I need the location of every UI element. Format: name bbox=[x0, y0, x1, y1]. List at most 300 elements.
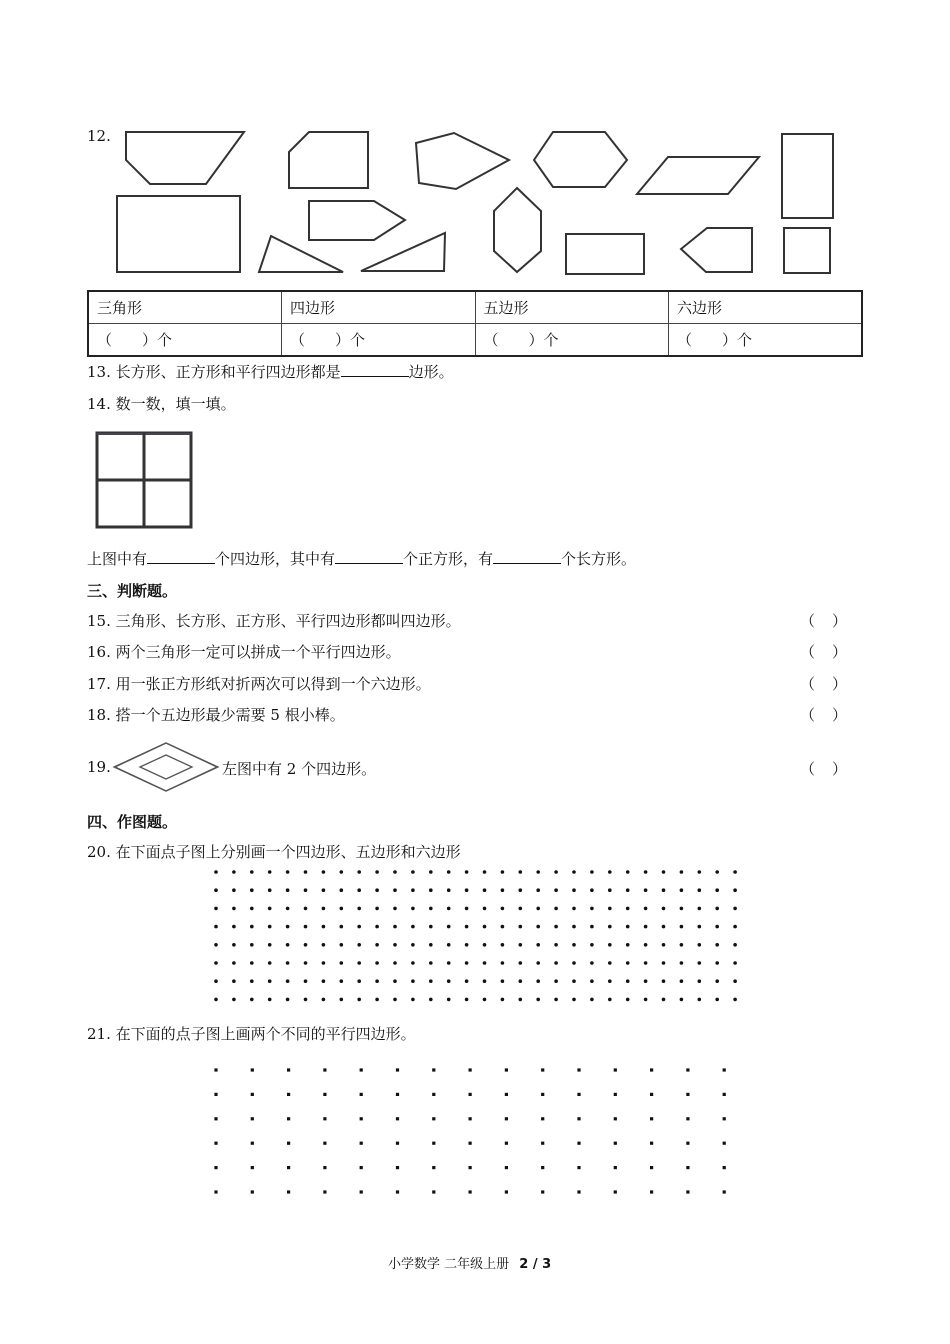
grid-dot[interactable] bbox=[465, 907, 469, 911]
grid-dot[interactable] bbox=[447, 979, 451, 983]
grid-dot[interactable] bbox=[614, 1068, 617, 1071]
grid-dot[interactable] bbox=[268, 943, 272, 947]
grid-dot[interactable] bbox=[723, 1190, 726, 1193]
grid-dot[interactable] bbox=[304, 961, 308, 965]
grid-dot[interactable] bbox=[340, 870, 344, 874]
grid-dot[interactable] bbox=[360, 1190, 363, 1193]
grid-dot[interactable] bbox=[572, 870, 576, 874]
grid-dot[interactable] bbox=[715, 943, 719, 947]
grid-dot[interactable] bbox=[733, 979, 737, 983]
grid-dot[interactable] bbox=[304, 979, 308, 983]
grid-dot[interactable] bbox=[251, 1117, 254, 1120]
grid-dot[interactable] bbox=[411, 925, 415, 929]
grid-dot[interactable] bbox=[287, 1117, 290, 1120]
grid-dot[interactable] bbox=[733, 888, 737, 892]
grid-dot[interactable] bbox=[429, 943, 433, 947]
grid-dot[interactable] bbox=[214, 907, 218, 911]
grid-dot[interactable] bbox=[251, 1068, 254, 1071]
grid-dot[interactable] bbox=[465, 998, 469, 1002]
grid-dot[interactable] bbox=[483, 979, 487, 983]
grid-dot[interactable] bbox=[501, 888, 505, 892]
answer-cell-pentagon[interactable]: （ ）个 bbox=[475, 324, 669, 357]
grid-dot[interactable] bbox=[608, 979, 612, 983]
grid-dot[interactable] bbox=[577, 1166, 580, 1169]
grid-dot[interactable] bbox=[686, 1142, 689, 1145]
grid-dot[interactable] bbox=[519, 979, 523, 983]
grid-dot[interactable] bbox=[590, 998, 594, 1002]
answer-blank[interactable] bbox=[341, 362, 409, 377]
grid-dot[interactable] bbox=[733, 925, 737, 929]
grid-dot[interactable] bbox=[626, 888, 630, 892]
grid-dot[interactable] bbox=[554, 943, 558, 947]
grid-dot[interactable] bbox=[519, 888, 523, 892]
grid-dot[interactable] bbox=[232, 943, 236, 947]
grid-dot[interactable] bbox=[287, 1068, 290, 1071]
grid-dot[interactable] bbox=[644, 961, 648, 965]
grid-dot[interactable] bbox=[626, 907, 630, 911]
grid-dot[interactable] bbox=[393, 888, 397, 892]
answer-cell-triangle[interactable]: （ ）个 bbox=[88, 324, 282, 357]
grid-dot[interactable] bbox=[375, 998, 379, 1002]
grid-dot[interactable] bbox=[680, 998, 684, 1002]
grid-dot[interactable] bbox=[650, 1117, 653, 1120]
grid-dot[interactable] bbox=[287, 1142, 290, 1145]
grid-dot[interactable] bbox=[360, 1142, 363, 1145]
grid-dot[interactable] bbox=[680, 943, 684, 947]
grid-dot[interactable] bbox=[590, 870, 594, 874]
grid-dot[interactable] bbox=[536, 998, 540, 1002]
grid-dot[interactable] bbox=[432, 1166, 435, 1169]
answer-paren[interactable] bbox=[800, 704, 864, 725]
grid-dot[interactable] bbox=[214, 888, 218, 892]
grid-dot[interactable] bbox=[322, 870, 326, 874]
grid-dot[interactable] bbox=[375, 870, 379, 874]
answer-paren[interactable] bbox=[800, 673, 864, 694]
grid-dot[interactable] bbox=[554, 907, 558, 911]
grid-dot[interactable] bbox=[469, 1068, 472, 1071]
grid-dot[interactable] bbox=[733, 907, 737, 911]
grid-dot[interactable] bbox=[432, 1190, 435, 1193]
grid-dot[interactable] bbox=[662, 943, 666, 947]
grid-dot[interactable] bbox=[536, 870, 540, 874]
grid-dot[interactable] bbox=[268, 979, 272, 983]
grid-dot[interactable] bbox=[590, 888, 594, 892]
grid-dot[interactable] bbox=[590, 979, 594, 983]
dot-grid-20[interactable] bbox=[210, 866, 750, 1006]
grid-dot[interactable] bbox=[662, 998, 666, 1002]
grid-dot[interactable] bbox=[465, 925, 469, 929]
grid-dot[interactable] bbox=[644, 888, 648, 892]
grid-dot[interactable] bbox=[286, 925, 290, 929]
grid-dot[interactable] bbox=[572, 998, 576, 1002]
grid-dot[interactable] bbox=[577, 1068, 580, 1071]
grid-dot[interactable] bbox=[214, 1142, 217, 1145]
grid-dot[interactable] bbox=[698, 888, 702, 892]
grid-dot[interactable] bbox=[626, 998, 630, 1002]
grid-dot[interactable] bbox=[323, 1142, 326, 1145]
grid-dot[interactable] bbox=[214, 1190, 217, 1193]
grid-dot[interactable] bbox=[733, 943, 737, 947]
grid-dot[interactable] bbox=[680, 961, 684, 965]
grid-dot[interactable] bbox=[541, 1142, 544, 1145]
grid-dot[interactable] bbox=[232, 998, 236, 1002]
grid-dot[interactable] bbox=[393, 943, 397, 947]
grid-dot[interactable] bbox=[650, 1068, 653, 1071]
grid-dot[interactable] bbox=[608, 925, 612, 929]
grid-dot[interactable] bbox=[536, 961, 540, 965]
grid-dot[interactable] bbox=[626, 961, 630, 965]
grid-dot[interactable] bbox=[608, 888, 612, 892]
grid-dot[interactable] bbox=[411, 907, 415, 911]
grid-dot[interactable] bbox=[250, 870, 254, 874]
grid-dot[interactable] bbox=[432, 1068, 435, 1071]
grid-dot[interactable] bbox=[322, 961, 326, 965]
grid-dot[interactable] bbox=[572, 961, 576, 965]
grid-dot[interactable] bbox=[483, 907, 487, 911]
grid-dot[interactable] bbox=[250, 925, 254, 929]
grid-dot[interactable] bbox=[626, 925, 630, 929]
grid-dot[interactable] bbox=[250, 943, 254, 947]
grid-dot[interactable] bbox=[483, 943, 487, 947]
grid-dot[interactable] bbox=[577, 1142, 580, 1145]
grid-dot[interactable] bbox=[554, 998, 558, 1002]
grid-dot[interactable] bbox=[644, 907, 648, 911]
grid-dot[interactable] bbox=[251, 1093, 254, 1096]
grid-dot[interactable] bbox=[251, 1142, 254, 1145]
grid-dot[interactable] bbox=[686, 1093, 689, 1096]
grid-dot[interactable] bbox=[214, 925, 218, 929]
grid-dot[interactable] bbox=[662, 979, 666, 983]
grid-dot[interactable] bbox=[360, 1093, 363, 1096]
grid-dot[interactable] bbox=[286, 907, 290, 911]
grid-dot[interactable] bbox=[357, 979, 361, 983]
grid-dot[interactable] bbox=[286, 979, 290, 983]
grid-dot[interactable] bbox=[214, 979, 218, 983]
grid-dot[interactable] bbox=[268, 888, 272, 892]
grid-dot[interactable] bbox=[360, 1117, 363, 1120]
grid-dot[interactable] bbox=[686, 1117, 689, 1120]
grid-dot[interactable] bbox=[411, 961, 415, 965]
grid-dot[interactable] bbox=[393, 925, 397, 929]
grid-dot[interactable] bbox=[396, 1068, 399, 1071]
grid-dot[interactable] bbox=[680, 979, 684, 983]
grid-dot[interactable] bbox=[723, 1068, 726, 1071]
grid-dot[interactable] bbox=[375, 907, 379, 911]
grid-dot[interactable] bbox=[626, 979, 630, 983]
grid-dot[interactable] bbox=[375, 943, 379, 947]
grid-dot[interactable] bbox=[572, 907, 576, 911]
answer-blank[interactable] bbox=[147, 549, 215, 564]
grid-dot[interactable] bbox=[465, 888, 469, 892]
grid-dot[interactable] bbox=[469, 1117, 472, 1120]
grid-dot[interactable] bbox=[287, 1093, 290, 1096]
grid-dot[interactable] bbox=[686, 1166, 689, 1169]
grid-dot[interactable] bbox=[541, 1166, 544, 1169]
grid-dot[interactable] bbox=[501, 979, 505, 983]
grid-dot[interactable] bbox=[483, 998, 487, 1002]
grid-dot[interactable] bbox=[251, 1166, 254, 1169]
grid-dot[interactable] bbox=[650, 1166, 653, 1169]
grid-dot[interactable] bbox=[393, 907, 397, 911]
grid-dot[interactable] bbox=[340, 943, 344, 947]
grid-dot[interactable] bbox=[268, 961, 272, 965]
grid-dot[interactable] bbox=[505, 1068, 508, 1071]
grid-dot[interactable] bbox=[650, 1093, 653, 1096]
grid-dot[interactable] bbox=[519, 925, 523, 929]
grid-dot[interactable] bbox=[501, 943, 505, 947]
grid-dot[interactable] bbox=[680, 870, 684, 874]
grid-dot[interactable] bbox=[554, 870, 558, 874]
grid-dot[interactable] bbox=[501, 998, 505, 1002]
grid-dot[interactable] bbox=[572, 888, 576, 892]
grid-dot[interactable] bbox=[723, 1166, 726, 1169]
grid-dot[interactable] bbox=[250, 998, 254, 1002]
grid-dot[interactable] bbox=[396, 1190, 399, 1193]
grid-dot[interactable] bbox=[698, 925, 702, 929]
grid-dot[interactable] bbox=[411, 870, 415, 874]
grid-dot[interactable] bbox=[214, 1068, 217, 1071]
grid-dot[interactable] bbox=[360, 1068, 363, 1071]
grid-dot[interactable] bbox=[650, 1190, 653, 1193]
grid-dot[interactable] bbox=[483, 870, 487, 874]
grid-dot[interactable] bbox=[357, 870, 361, 874]
grid-dot[interactable] bbox=[268, 998, 272, 1002]
grid-dot[interactable] bbox=[304, 888, 308, 892]
grid-dot[interactable] bbox=[465, 979, 469, 983]
grid-dot[interactable] bbox=[304, 943, 308, 947]
grid-dot[interactable] bbox=[322, 888, 326, 892]
grid-dot[interactable] bbox=[323, 1166, 326, 1169]
grid-dot[interactable] bbox=[505, 1093, 508, 1096]
grid-dot[interactable] bbox=[541, 1117, 544, 1120]
grid-dot[interactable] bbox=[447, 870, 451, 874]
grid-dot[interactable] bbox=[232, 870, 236, 874]
grid-dot[interactable] bbox=[662, 925, 666, 929]
grid-dot[interactable] bbox=[541, 1068, 544, 1071]
grid-dot[interactable] bbox=[626, 943, 630, 947]
grid-dot[interactable] bbox=[536, 979, 540, 983]
grid-dot[interactable] bbox=[501, 925, 505, 929]
grid-dot[interactable] bbox=[469, 1142, 472, 1145]
grid-dot[interactable] bbox=[644, 998, 648, 1002]
grid-dot[interactable] bbox=[214, 943, 218, 947]
grid-dot[interactable] bbox=[396, 1093, 399, 1096]
grid-dot[interactable] bbox=[375, 979, 379, 983]
grid-dot[interactable] bbox=[519, 998, 523, 1002]
grid-dot[interactable] bbox=[715, 979, 719, 983]
grid-dot[interactable] bbox=[554, 888, 558, 892]
grid-dot[interactable] bbox=[662, 961, 666, 965]
answer-paren[interactable] bbox=[800, 610, 864, 631]
grid-dot[interactable] bbox=[505, 1142, 508, 1145]
answer-blank[interactable] bbox=[493, 549, 561, 564]
grid-dot[interactable] bbox=[432, 1142, 435, 1145]
grid-dot[interactable] bbox=[393, 979, 397, 983]
grid-dot[interactable] bbox=[715, 998, 719, 1002]
grid-dot[interactable] bbox=[286, 888, 290, 892]
grid-dot[interactable] bbox=[723, 1117, 726, 1120]
grid-dot[interactable] bbox=[590, 961, 594, 965]
grid-dot[interactable] bbox=[519, 870, 523, 874]
grid-dot[interactable] bbox=[250, 907, 254, 911]
grid-dot[interactable] bbox=[232, 888, 236, 892]
grid-dot[interactable] bbox=[340, 961, 344, 965]
grid-dot[interactable] bbox=[723, 1093, 726, 1096]
grid-dot[interactable] bbox=[214, 1166, 217, 1169]
grid-dot[interactable] bbox=[286, 961, 290, 965]
grid-dot[interactable] bbox=[447, 943, 451, 947]
grid-dot[interactable] bbox=[250, 961, 254, 965]
grid-dot[interactable] bbox=[686, 1190, 689, 1193]
grid-dot[interactable] bbox=[357, 961, 361, 965]
answer-cell-quadrilateral[interactable]: （ ）个 bbox=[282, 324, 476, 357]
grid-dot[interactable] bbox=[577, 1117, 580, 1120]
grid-dot[interactable] bbox=[429, 979, 433, 983]
grid-dot[interactable] bbox=[251, 1190, 254, 1193]
grid-dot[interactable] bbox=[715, 907, 719, 911]
grid-dot[interactable] bbox=[519, 943, 523, 947]
grid-dot[interactable] bbox=[375, 888, 379, 892]
grid-dot[interactable] bbox=[715, 925, 719, 929]
grid-dot[interactable] bbox=[541, 1190, 544, 1193]
answer-blank[interactable] bbox=[335, 549, 403, 564]
grid-dot[interactable] bbox=[411, 979, 415, 983]
grid-dot[interactable] bbox=[323, 1068, 326, 1071]
grid-dot[interactable] bbox=[501, 870, 505, 874]
grid-dot[interactable] bbox=[644, 870, 648, 874]
grid-dot[interactable] bbox=[483, 961, 487, 965]
grid-dot[interactable] bbox=[680, 888, 684, 892]
grid-dot[interactable] bbox=[608, 943, 612, 947]
grid-dot[interactable] bbox=[322, 925, 326, 929]
grid-dot[interactable] bbox=[411, 998, 415, 1002]
grid-dot[interactable] bbox=[590, 925, 594, 929]
grid-dot[interactable] bbox=[577, 1093, 580, 1096]
grid-dot[interactable] bbox=[650, 1142, 653, 1145]
grid-dot[interactable] bbox=[590, 943, 594, 947]
grid-dot[interactable] bbox=[577, 1190, 580, 1193]
grid-dot[interactable] bbox=[340, 888, 344, 892]
grid-dot[interactable] bbox=[411, 943, 415, 947]
grid-dot[interactable] bbox=[614, 1142, 617, 1145]
grid-dot[interactable] bbox=[626, 870, 630, 874]
grid-dot[interactable] bbox=[469, 1190, 472, 1193]
grid-dot[interactable] bbox=[396, 1166, 399, 1169]
answer-paren[interactable] bbox=[800, 758, 864, 779]
grid-dot[interactable] bbox=[304, 925, 308, 929]
grid-dot[interactable] bbox=[733, 998, 737, 1002]
grid-dot[interactable] bbox=[304, 998, 308, 1002]
grid-dot[interactable] bbox=[357, 998, 361, 1002]
grid-dot[interactable] bbox=[268, 907, 272, 911]
grid-dot[interactable] bbox=[572, 943, 576, 947]
grid-dot[interactable] bbox=[698, 870, 702, 874]
grid-dot[interactable] bbox=[614, 1166, 617, 1169]
grid-dot[interactable] bbox=[357, 925, 361, 929]
grid-dot[interactable] bbox=[662, 907, 666, 911]
grid-dot[interactable] bbox=[340, 998, 344, 1002]
grid-dot[interactable] bbox=[214, 1117, 217, 1120]
grid-dot[interactable] bbox=[357, 888, 361, 892]
grid-dot[interactable] bbox=[447, 925, 451, 929]
grid-dot[interactable] bbox=[644, 979, 648, 983]
grid-dot[interactable] bbox=[519, 907, 523, 911]
grid-dot[interactable] bbox=[447, 998, 451, 1002]
grid-dot[interactable] bbox=[432, 1093, 435, 1096]
grid-dot[interactable] bbox=[469, 1166, 472, 1169]
grid-dot[interactable] bbox=[286, 870, 290, 874]
grid-dot[interactable] bbox=[429, 907, 433, 911]
grid-dot[interactable] bbox=[541, 1093, 544, 1096]
grid-dot[interactable] bbox=[323, 1117, 326, 1120]
grid-dot[interactable] bbox=[323, 1093, 326, 1096]
grid-dot[interactable] bbox=[554, 979, 558, 983]
grid-dot[interactable] bbox=[250, 979, 254, 983]
grid-dot[interactable] bbox=[614, 1117, 617, 1120]
grid-dot[interactable] bbox=[536, 943, 540, 947]
grid-dot[interactable] bbox=[214, 961, 218, 965]
grid-dot[interactable] bbox=[733, 961, 737, 965]
grid-dot[interactable] bbox=[465, 961, 469, 965]
grid-dot[interactable] bbox=[429, 870, 433, 874]
grid-dot[interactable] bbox=[505, 1117, 508, 1120]
grid-dot[interactable] bbox=[698, 961, 702, 965]
grid-dot[interactable] bbox=[505, 1190, 508, 1193]
grid-dot[interactable] bbox=[501, 961, 505, 965]
grid-dot[interactable] bbox=[214, 870, 218, 874]
grid-dot[interactable] bbox=[590, 907, 594, 911]
grid-dot[interactable] bbox=[268, 925, 272, 929]
grid-dot[interactable] bbox=[644, 943, 648, 947]
grid-dot[interactable] bbox=[340, 979, 344, 983]
grid-dot[interactable] bbox=[250, 888, 254, 892]
grid-dot[interactable] bbox=[608, 870, 612, 874]
grid-dot[interactable] bbox=[644, 925, 648, 929]
grid-dot[interactable] bbox=[396, 1117, 399, 1120]
grid-dot[interactable] bbox=[572, 925, 576, 929]
grid-dot[interactable] bbox=[662, 888, 666, 892]
grid-dot[interactable] bbox=[340, 907, 344, 911]
grid-dot[interactable] bbox=[554, 925, 558, 929]
grid-dot[interactable] bbox=[393, 961, 397, 965]
grid-dot[interactable] bbox=[536, 907, 540, 911]
grid-dot[interactable] bbox=[396, 1142, 399, 1145]
grid-dot[interactable] bbox=[447, 888, 451, 892]
grid-dot[interactable] bbox=[340, 925, 344, 929]
grid-dot[interactable] bbox=[519, 961, 523, 965]
grid-dot[interactable] bbox=[715, 961, 719, 965]
grid-dot[interactable] bbox=[465, 943, 469, 947]
grid-dot[interactable] bbox=[686, 1068, 689, 1071]
grid-dot[interactable] bbox=[322, 998, 326, 1002]
grid-dot[interactable] bbox=[304, 907, 308, 911]
grid-dot[interactable] bbox=[322, 943, 326, 947]
grid-dot[interactable] bbox=[322, 979, 326, 983]
grid-dot[interactable] bbox=[232, 979, 236, 983]
grid-dot[interactable] bbox=[536, 925, 540, 929]
grid-dot[interactable] bbox=[429, 925, 433, 929]
grid-dot[interactable] bbox=[505, 1166, 508, 1169]
answer-paren[interactable] bbox=[800, 641, 864, 662]
grid-dot[interactable] bbox=[286, 943, 290, 947]
grid-dot[interactable] bbox=[375, 925, 379, 929]
grid-dot[interactable] bbox=[680, 925, 684, 929]
grid-dot[interactable] bbox=[698, 998, 702, 1002]
grid-dot[interactable] bbox=[483, 925, 487, 929]
grid-dot[interactable] bbox=[393, 998, 397, 1002]
grid-dot[interactable] bbox=[429, 961, 433, 965]
grid-dot[interactable] bbox=[501, 907, 505, 911]
